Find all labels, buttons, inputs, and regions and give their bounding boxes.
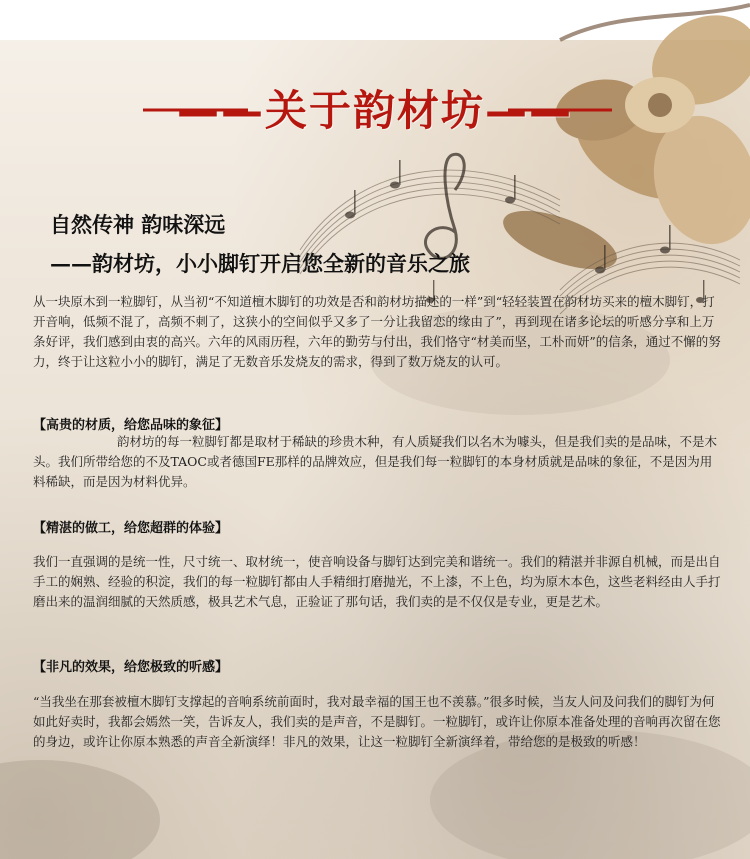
intro-paragraph: 从一块原木到一粒脚钉，从当初“不知道檀木脚钉的功效是否和韵材坊描述的一样”到“轻轻装置在韵材坊买来的檀木脚钉，打开音响，低频不混了，高频不刺了，这狭小的空间似乎又多了一分让我留恋的缘由了”，再到现在诸多论坛的听感分享和上万条好评，我们感到由衷的高兴。六年的风雨历程，六年的勤劳与付出，我们恪守“材美而坚，工朴而妍”的信条，通过不懈的努力，终于让这粒小小的脚钉，满足了无数音乐发烧友的需求，得到了数万烧友的认可。 (33, 294, 721, 369)
section-heading-material: 【高贵的材质，给您品味的象征】 (33, 418, 229, 433)
section-body-effect: “当我坐在那套被檀木脚钉支撑起的音响系统前面时，我对最幸福的国王也不羡慕。”很多时候，当友人问及问我们的脚钉为何如此好卖时，我都会嫣然一笑，告诉友人，我们卖的是声音，不是脚钉。一粒脚钉，或许让你原本准备处理的音响再次留在您的身边，或许让你原本熟悉的声音全新演绎！非凡的效果，让这一粒脚钉全新演绎着，带给您的是极致的听感！ (33, 694, 721, 749)
section-heading-craft: 【精湛的做工，给您超群的体验】 (33, 521, 229, 536)
section-heading-effect: 【非凡的效果，给您极致的听感】 (33, 660, 229, 675)
slogan-line-2: ——韵材坊，小小脚钉开启您全新的音乐之旅 (50, 251, 470, 276)
slogan-line-1: 自然传神 韵味深远 (50, 212, 226, 237)
section-body-material: 韵材坊的每一粒脚钉都是取材于稀缺的珍贵木种，有人质疑我们以名木为噱头，但是我们卖的是品味，不是木头。我们所带给您的不及TAOC或者德国FE那样的品牌效应，但是我们每一粒脚钉的本身材质就是品味的象征，不是因为用料稀缺，而是因为材料优异。 (33, 434, 718, 489)
section-body-craft: 我们一直强调的是统一性，尺寸统一、取材统一，使音响设备与脚钉达到完美和谐统一。我们的精湛并非源自机械，而是出自手工的娴熟、经验的积淀，我们的每一粒脚钉都由人手精细打磨抛光，不上漆，不上色，均为原木本色，这些老料经由人手打磨出来的温润细腻的天然质感，极具艺术气息，正验证了那句话，我们卖的是不仅仅是专业，更是艺术。 (33, 554, 721, 609)
ink-blot-bottom-left (0, 760, 160, 859)
page-title (0, 78, 750, 138)
page-title-text: ——关于韵材坊—— (176, 86, 573, 135)
lotus-flower-icon (496, 0, 750, 281)
